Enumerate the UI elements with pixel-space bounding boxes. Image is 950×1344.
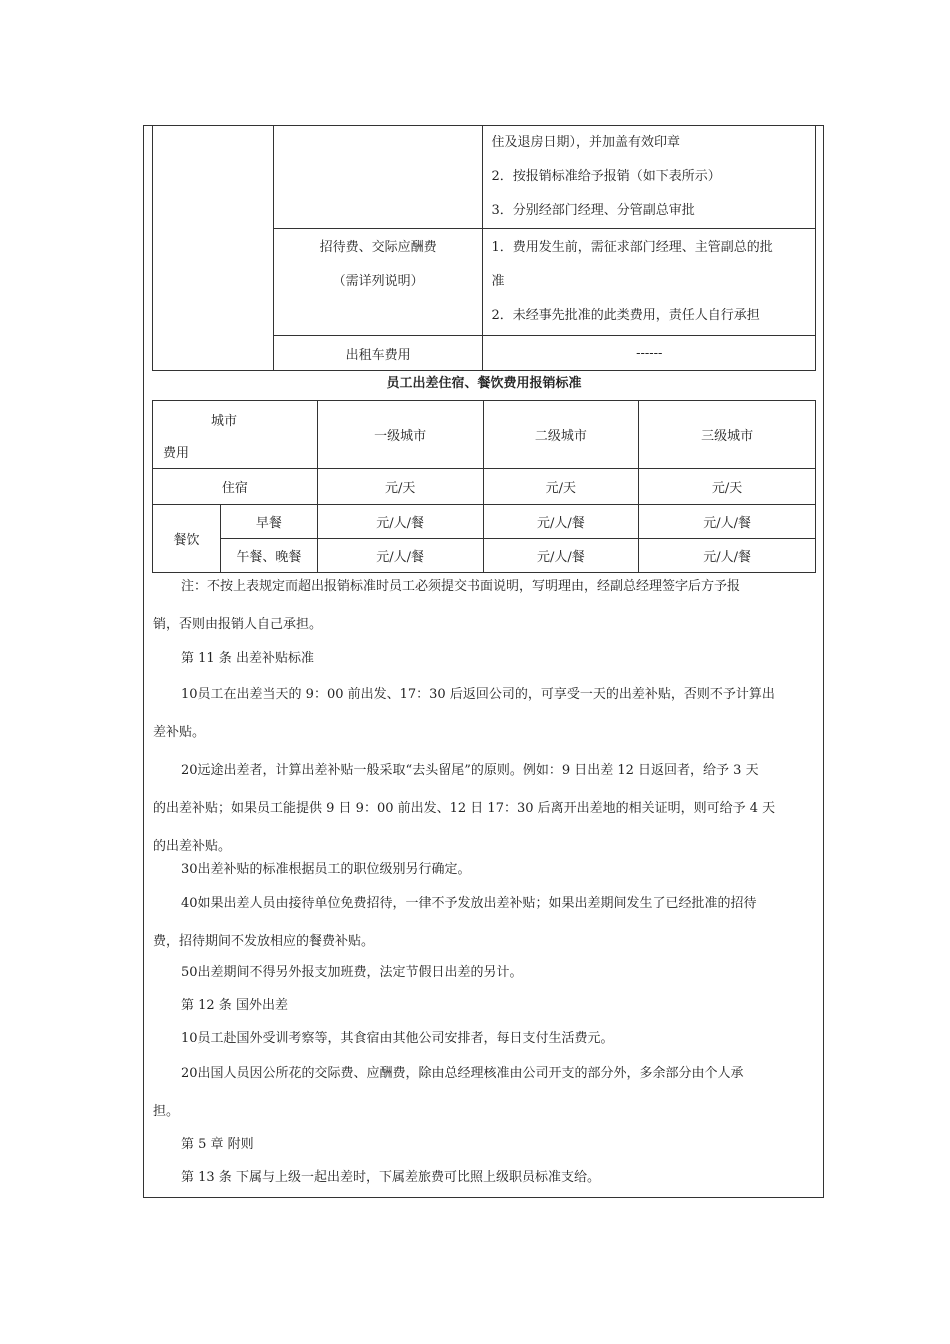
paragraph [153,1055,815,1131]
standards-table [152,400,816,573]
paragraph-line: 20远途出差者，计算出差补贴一般采取“去头留尾”的原则。例如：9 日出差 12 日返回者，给予 3 天 [181,763,759,778]
table-cell: 元/人/餐 [317,505,483,539]
city-header: 二级城市 [483,401,639,469]
category-label: 招待费、交际应酬费 [319,240,437,255]
rule-line: 2．按报销标准给予报销（如下表所示） [491,169,721,184]
paragraph-line: 30出差补贴的标准根据员工的职位级别另行确定。 [181,862,471,877]
section-cell [153,126,274,371]
rules-cell [483,229,816,336]
chapter-5 [153,1128,815,1194]
paragraph-line: 费，招待期间不发放相应的餐费补贴。 [153,934,375,949]
city-header: 一级城市 [317,401,483,469]
body-text [153,568,815,644]
paragraph-line: 的出差补贴。 [153,839,232,854]
table-cell: 元/人/餐 [317,539,483,573]
reimbursement-rules-table [152,125,816,371]
article-heading: 第 11 条 出差补贴标准 [181,651,314,666]
category-note: （需详列说明） [332,274,424,289]
row-label: 住宿 [153,469,318,505]
paragraph-line: 10员工赴国外受训考察等，其食宿由其他公司安排者，每日支付生活费元。 [181,1031,614,1046]
table-cell: 元/人/餐 [639,505,816,539]
row-label: 午餐、晚餐 [220,539,317,573]
category-cell [273,126,483,229]
category-cell [273,229,483,336]
corner-city-label: 城市 [211,413,238,429]
row-label: 早餐 [220,505,317,539]
note-line: 销，否则由报销人自己承担。 [153,617,323,632]
row-group-label: 餐饮 [153,505,221,573]
note-line: 注：不按上表规定而超出报销标准时员工必须提交书面说明，写明理由，经副总经理签字后方予报 [181,579,741,594]
table-cell: 元/人/餐 [483,505,639,539]
city-header: 三级城市 [639,401,816,469]
corner-header [153,401,318,469]
paragraph-line: 50出差期间不得另外报支加班费，法定节假日出差的另计。 [181,965,523,980]
corner-fee-label: 费用 [163,445,190,461]
rule-line: 2．未经事先批准的此类费用，责任人自行承担 [491,308,760,323]
paragraph-line: 担。 [153,1104,180,1119]
paragraph-line: 差补贴。 [153,725,206,740]
article-11 [153,642,815,675]
table-cell: 元/天 [483,469,639,505]
rule-line: 准 [491,274,505,289]
table-cell: 元/天 [639,469,816,505]
rules-cell [483,126,816,229]
chapter-heading: 第 5 章 附则 [181,1137,254,1152]
paragraph-line: 10员工在出差当天的 9：00 前出发、17：30 后返回公司的，可享受一天的出差补贴，否则不予计算出 [181,687,775,702]
category-label: 出租车费用 [273,336,483,371]
paragraph [153,885,815,961]
paragraph-line: 的出差补贴；如果员工能提供 9 日 9：00 前出发、12 日 17：30 后离开出差地的相关证明，则可给予 4 天 [153,801,776,816]
paragraph-line: 第 13 条 下属与上级一起出差时，下属差旅费可比照上级职员标准支给。 [181,1170,600,1185]
paragraph [153,956,815,1055]
paragraph [153,853,815,886]
article-heading: 第 12 条 国外出差 [181,998,288,1013]
rules-value: ------ [483,336,816,371]
table-cell: 元/天 [317,469,483,505]
rule-line: 住及退房日期），并加盖有效印章 [491,135,680,150]
standards-title: 员工出差住宿、餐饮费用报销标准 [386,376,582,391]
rule-line: 1．费用发生前，需征求部门经理、主管副总的批 [491,240,773,255]
paragraph-line: 20出国人员因公所花的交际费、应酬费，除由总经理核准由公司开支的部分外，多余部分由个人承 [181,1066,744,1081]
table-cell: 元/人/餐 [639,539,816,573]
article-11-items [153,676,815,866]
paragraph-line: 40如果出差人员由接待单位免费招待，一律不予发放出差补贴；如果出差期间发生了已经批准的招待 [181,896,757,911]
table-cell: 元/人/餐 [483,539,639,573]
rule-line: 3．分别经部门经理、分管副总审批 [491,203,695,218]
